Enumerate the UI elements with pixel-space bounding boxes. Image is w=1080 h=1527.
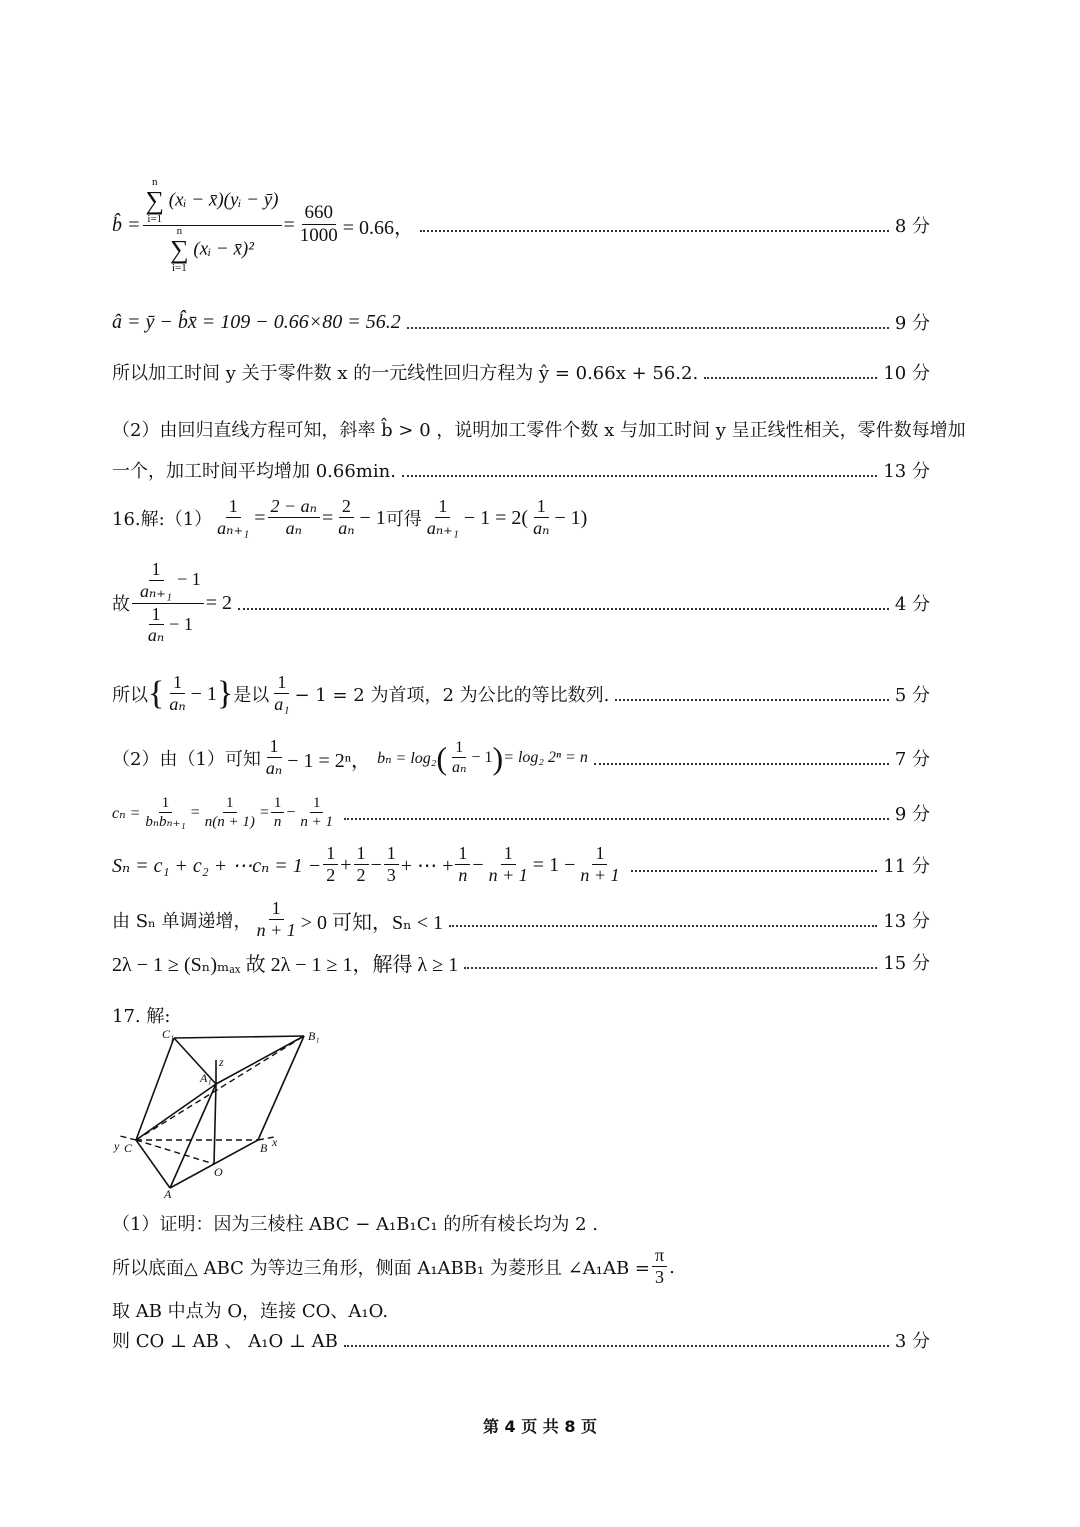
part2-line-b <box>112 452 930 488</box>
label-x: x <box>272 1135 278 1149</box>
q17-p1: （1）证明：因为三棱柱 ABC − A₁B₁C₁ 的所有棱长均为 2 . <box>112 1214 599 1235</box>
leader-dots <box>594 763 889 765</box>
label-A1: A₁ <box>200 1071 212 1085</box>
label-y: y <box>114 1139 120 1153</box>
leader-dots <box>631 870 878 872</box>
label-B: B <box>260 1141 268 1155</box>
label-C1: C₁ <box>162 1027 175 1041</box>
q17-p2-line: 所以底面△ ABC 为等边三角形，侧面 A₁ABB₁ 为菱形且 ∠A₁AB = $\frac{\pi}{3}$ . <box>112 1245 675 1288</box>
b-hat-result: = 0.66， <box>342 216 415 239</box>
leader-dots <box>449 925 877 927</box>
regression-text: 所以加工时间 y 关于零件数 x 的一元线性回归方程为 ŷ = 0.66x + 56.2. <box>112 363 699 384</box>
score-label: 15 分 <box>883 953 930 974</box>
q16-c-line: cₙ = $\frac{1}{\text{bₙbₙ₊₁}}$ = $\frac{1}{n(n + 1)}$ = $\frac{1}{n}$ − $\frac{1}{n + 1}$ 9 分 <box>112 794 930 831</box>
regression-line <box>112 354 930 390</box>
page-footer: 第 4 页 共 8 页 <box>482 1417 598 1436</box>
leader-dots <box>464 967 877 969</box>
score-label: 9 分 <box>894 313 930 334</box>
label-O: O <box>214 1165 223 1179</box>
score-label: 4 分 <box>894 594 930 615</box>
leader-dots <box>615 699 888 701</box>
q17-p4-line: 则 CO ⊥ AB 、 A₁O ⊥ AB 3 分 <box>112 1322 930 1358</box>
b-hat-line: b̂ = n ∑ i=1 (xᵢ − x̄)(yᵢ − ȳ) n ∑ i=1 (xᵢ − x̄)² = $\frac{660}{1000}$ = 0.66， 8 分 <box>112 175 930 274</box>
leader-dots <box>704 377 877 379</box>
q16-b-line: （2）由（1）可知 $\frac{1}{\text{aₙ}}$ − 1 = 2ⁿ， bₙ = log₂ ( $\frac{1}{\text{aₙ}}$ − 1 ) = log₂ 2ⁿ = n 7 分 <box>112 736 930 779</box>
q16-head-line: 16.解:（1） $\frac{1}{\text{aₙ₊₁}}$ = $\frac{\text{2 − aₙ}}{\text{aₙ}}$ = $\frac{2}{\text{aₙ}}$ − 1 可得 $\frac{1}{\text{aₙ₊₁}}$ − 1 = 2( $\frac{1}{\text{aₙ}}$ − 1) <box>112 496 588 539</box>
b-hat-value-fraction: $\frac{660}{1000}$ <box>299 202 338 247</box>
b-hat-denominator: (xᵢ − x̄)² <box>193 237 254 259</box>
leader-dots <box>407 327 889 329</box>
q16-ratio-line: 故 $\frac{1}{\text{aₙ₊₁}}$ − 1 $\frac{1}{\text{aₙ}}$ − 1 = 2 4 分 <box>112 559 930 646</box>
score-label: 8 分 <box>894 216 930 237</box>
q16-label: 16.解:（1） <box>112 509 213 530</box>
edge-CA <box>136 1140 170 1188</box>
part2-text-b: 一个，加工时间平均增加 0.66min. <box>112 461 396 482</box>
y-axis <box>120 1136 136 1140</box>
b-hat-numerator: (xᵢ − x̄)(yᵢ − ȳ) <box>168 188 279 210</box>
q16-s-line: Sₙ = c₁ + c₂ + ⋯cₙ = 1 − $\frac{1}{2}$ + $\frac{1}{2}$ − $\frac{1}{3}$ + ⋯ + $\frac{1}{n}$ − $\frac{1}{n + 1}$ = 1 − $\frac{1}{n + 1}$ 11 分 <box>112 843 930 886</box>
edge-B1A1 <box>216 1036 304 1084</box>
q16-lambda-line: 2λ − 1 ≥ (Sₙ)ₘₐₓ 故 2λ − 1 ≥ 1，解得 λ ≥ 1 15 分 <box>112 944 930 980</box>
edge-C1B1 <box>174 1036 304 1038</box>
score-label: 13 分 <box>883 911 930 932</box>
leader-dots <box>344 1345 889 1347</box>
leader-dots <box>402 475 877 477</box>
edge-B1B <box>258 1036 304 1140</box>
part2-text-a: （2）由回归直线方程可知，斜率 b̂ > 0 ，说明加工零件个数 x 与加工时间 y 呈正线性相关，零件数每增加 <box>112 420 966 441</box>
prism-figure <box>108 1024 338 1200</box>
label-A: A <box>164 1187 172 1200</box>
edge-A1O <box>214 1084 216 1164</box>
a-hat-line <box>112 304 930 340</box>
leader-dots <box>420 230 889 232</box>
label-B1: B₁ <box>308 1029 320 1043</box>
label-z: z <box>219 1055 224 1069</box>
b-hat-fraction: n ∑ i=1 (xᵢ − x̄)(yᵢ − ȳ) n ∑ i=1 (xᵢ − x̄)² <box>143 177 282 274</box>
q16-mono-line: 由 Sₙ 单调递增， $\frac{1}{n + 1}$ > 0 可知，Sₙ < 1 13 分 <box>112 898 930 941</box>
b-hat-prefix: b̂ = <box>112 213 141 236</box>
leader-dots <box>344 818 889 820</box>
q17-p3: 取 AB 中点为 O，连接 CO、A₁O. <box>112 1301 389 1322</box>
q16-seq-line: 所以 { $\frac{1}{\text{aₙ}}$ − 1 } 是以 $\frac{1}{\text{a₁}}$ − 1 = 2 为首项，2 为公比的等比数列. 5 分 <box>112 672 930 715</box>
dashed-CB1 <box>136 1036 304 1140</box>
dashed-CO <box>136 1140 214 1164</box>
score-label: 11 分 <box>883 856 930 877</box>
score-label: 7 分 <box>894 749 930 770</box>
score-label: 9 分 <box>894 804 930 825</box>
ratio-fraction: $\frac{1}{\text{aₙ₊₁}}$ − 1 $\frac{1}{\text{aₙ}}$ − 1 <box>132 559 204 647</box>
score-label: 5 分 <box>894 685 930 706</box>
score-label: 3 分 <box>894 1331 930 1352</box>
edge-C1C <box>136 1038 174 1140</box>
score-label: 13 分 <box>883 461 930 482</box>
leader-dots <box>238 608 889 610</box>
label-C: C <box>124 1141 133 1155</box>
q17-heading: 17. 解: <box>112 1006 171 1027</box>
score-label: 10 分 <box>883 363 930 384</box>
a-hat-equation: â = ȳ − b̂x̄ = 109 − 0.66×80 = 56.2 <box>112 310 401 333</box>
